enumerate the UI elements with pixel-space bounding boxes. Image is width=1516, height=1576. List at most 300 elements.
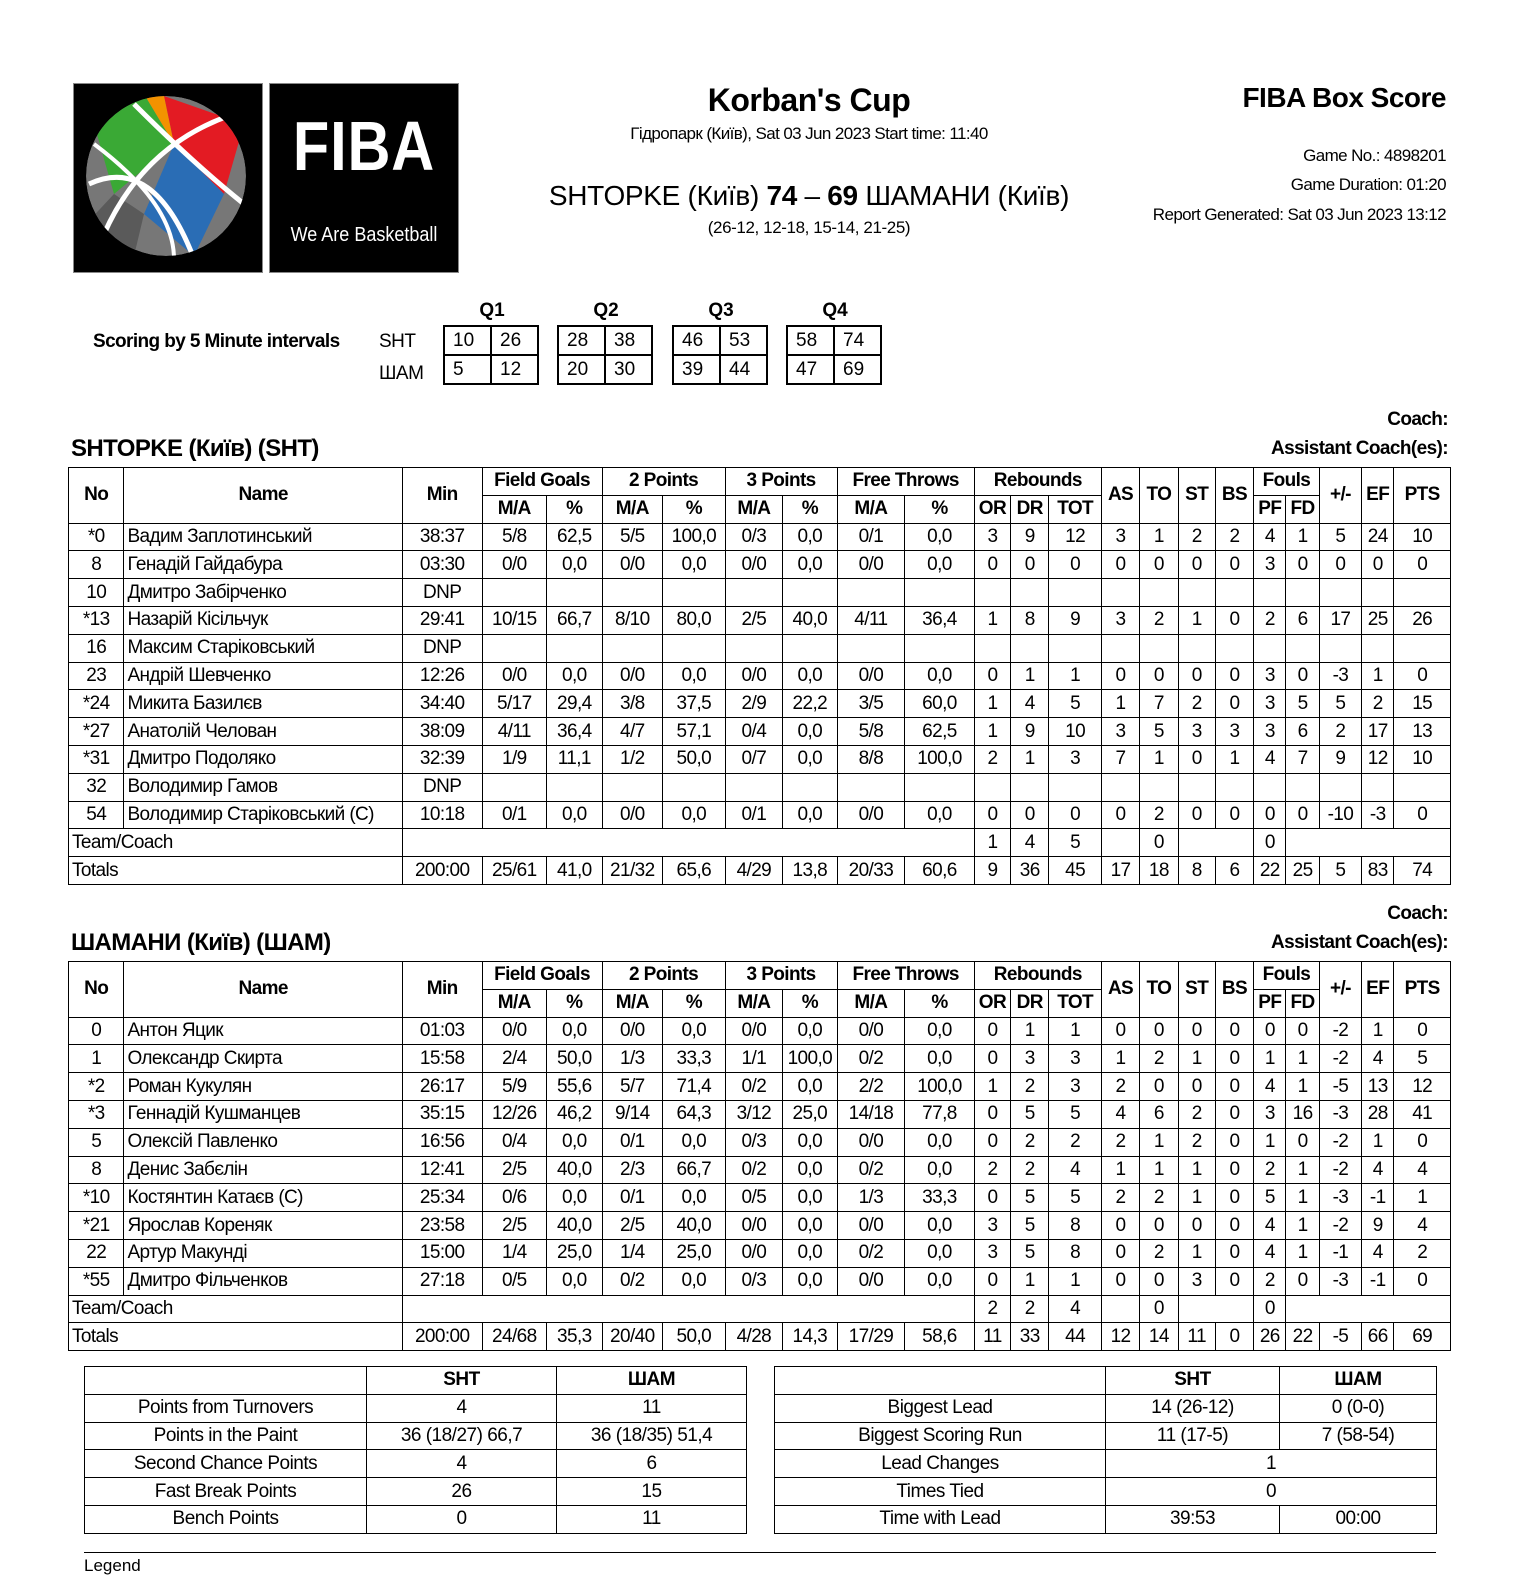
stat-cell: 4/11 (482, 718, 547, 746)
summary-team-col: SHT (1106, 1367, 1280, 1395)
summary-header-row (85, 1367, 747, 1395)
stat-cell: 16:56 (402, 1128, 482, 1156)
stat-cell: 32:39 (402, 745, 482, 773)
fiba-tagline: We Are Basketball (290, 224, 438, 246)
player-row (69, 1239, 1451, 1267)
col-percent: % (547, 495, 602, 523)
team-coach-row (69, 829, 1451, 857)
interval-score: 12 (491, 355, 538, 384)
stat-cell: 0/0 (602, 1017, 663, 1045)
stat-cell: 0 (974, 801, 1010, 829)
stat-cell: 0 (1394, 551, 1451, 579)
total-cell: 200:00 (402, 857, 482, 885)
stat-cell: 55,6 (547, 1073, 602, 1101)
player-number: 5 (69, 1128, 124, 1156)
stat-cell: 1 (1178, 1156, 1215, 1184)
stat-cell: 0 (1178, 551, 1215, 579)
player-row (69, 690, 1451, 718)
stat-cell: 66,7 (663, 1156, 726, 1184)
stat-cell: 0,0 (547, 662, 602, 690)
col-fd: FD (1286, 495, 1319, 523)
summary-value: 26 (367, 1478, 557, 1506)
col-or: OR (974, 989, 1010, 1017)
summary-value: 11 (17-5) (1106, 1422, 1280, 1450)
stat-cell: 7 (1140, 690, 1178, 718)
col-rebounds: Rebounds (974, 962, 1101, 990)
stat-cell: 27:18 (402, 1267, 482, 1295)
col-dr: DR (1011, 495, 1049, 523)
stat-cell: 41 (1394, 1100, 1451, 1128)
stat-cell: 0 (1215, 1267, 1253, 1295)
stat-cell: 1 (1140, 1156, 1178, 1184)
player-number: 10 (69, 579, 124, 607)
stat-cell (1140, 773, 1178, 801)
stat-cell: 4 (1254, 523, 1286, 551)
col-plus-minus: +/- (1319, 468, 1361, 524)
summary-label: Points from Turnovers (85, 1394, 367, 1422)
stat-cell: 5/8 (837, 718, 905, 746)
stat-cell: 3 (1101, 523, 1139, 551)
col-free-throws: Free Throws (837, 962, 974, 990)
stat-cell (905, 773, 975, 801)
summary-team-col: SHT (367, 1367, 557, 1395)
interval-team-abbr: SHT (379, 331, 416, 352)
game-number: Game No.: 4898201 (1303, 146, 1446, 165)
quarter-label: Q3 (708, 300, 734, 321)
team-pf: 0 (1254, 829, 1286, 857)
stat-cell: 0/1 (602, 1184, 663, 1212)
stat-cell: 60,0 (905, 690, 975, 718)
interval-row (558, 326, 652, 355)
player-number: *10 (69, 1184, 124, 1212)
stat-cell: 38:37 (402, 523, 482, 551)
stat-cell: 0 (1101, 1017, 1139, 1045)
player-number: 8 (69, 551, 124, 579)
stat-cell: 1/2 (602, 745, 663, 773)
interval-row (444, 326, 538, 355)
stat-cell: 0 (1178, 1017, 1215, 1045)
total-cell: 200:00 (402, 1323, 482, 1351)
stat-cell: 0 (1286, 801, 1319, 829)
col-min: Min (402, 468, 482, 524)
stat-cell: 0 (1394, 1017, 1451, 1045)
stat-cell: 0,0 (663, 1267, 726, 1295)
stat-cell: 0 (1140, 1267, 1178, 1295)
total-cell: 22 (1286, 1323, 1319, 1351)
stat-cell: 0 (1178, 801, 1215, 829)
blank-cell (85, 1367, 367, 1395)
game-duration: Game Duration: 01:20 (1290, 175, 1446, 194)
stat-cell: 0 (974, 1128, 1010, 1156)
total-cell: 17 (1101, 857, 1139, 885)
team-dr: 4 (1011, 829, 1049, 857)
stat-cell: 0/1 (602, 1128, 663, 1156)
stat-cell: 2 (1140, 606, 1178, 634)
total-cell: 9 (974, 857, 1010, 885)
stat-cell (547, 773, 602, 801)
player-row (69, 801, 1451, 829)
stat-cell: 0,0 (905, 1239, 975, 1267)
col-field-goals: Field Goals (482, 962, 602, 990)
player-number: *24 (69, 690, 124, 718)
blank-cell (402, 829, 974, 857)
stat-cell: 0/2 (602, 1267, 663, 1295)
stat-cell: 3/12 (725, 1100, 782, 1128)
stat-cell: 0,0 (905, 801, 975, 829)
stat-cell: 0,0 (905, 1156, 975, 1184)
stat-cell (783, 634, 837, 662)
stat-cell (1215, 773, 1253, 801)
stat-cell: 0 (1215, 1100, 1253, 1128)
stat-cell: 17 (1362, 718, 1394, 746)
blank-cell (1286, 829, 1451, 857)
col-pf: PF (1254, 989, 1286, 1017)
stat-cell: 2 (1178, 1100, 1215, 1128)
col-st: ST (1178, 962, 1215, 1018)
stat-cell: 2 (1178, 523, 1215, 551)
stat-cell: 28 (1362, 1100, 1394, 1128)
interval-score: 38 (605, 326, 652, 355)
team-name: ШАМАНИ (Київ) (ШАМ) (71, 929, 331, 956)
total-cell: 25 (1286, 857, 1319, 885)
stat-cell: 15 (1394, 690, 1451, 718)
stat-cell: 12:41 (402, 1156, 482, 1184)
stat-cell: 0,0 (783, 801, 837, 829)
stat-cell: 1/1 (725, 1045, 782, 1073)
col-pts: PTS (1394, 468, 1451, 524)
stat-cell (725, 634, 782, 662)
stat-cell: 2 (1011, 1156, 1049, 1184)
stat-cell: 0 (1101, 1212, 1139, 1240)
stat-cell: 4/7 (602, 718, 663, 746)
stat-cell: 0/2 (837, 1156, 905, 1184)
stat-cell: 3 (1254, 551, 1286, 579)
stat-cell: 40,0 (547, 1212, 602, 1240)
stat-cell: 7 (1101, 745, 1139, 773)
stat-cell (1286, 773, 1319, 801)
stat-cell: 0,0 (905, 1212, 975, 1240)
interval-score: 28 (558, 326, 605, 355)
team-tot: 4 (1049, 1295, 1101, 1323)
stat-cell: 100,0 (783, 1045, 837, 1073)
stat-cell: 4 (1254, 1073, 1286, 1101)
stat-cell: 17 (1319, 606, 1361, 634)
stat-cell: 13 (1394, 718, 1451, 746)
stat-cell: -2 (1319, 1212, 1361, 1240)
stat-cell: 0 (1215, 1128, 1253, 1156)
summary-row (775, 1394, 1437, 1422)
interval-team-abbr: ШАМ (379, 363, 424, 384)
stat-cell: 1 (1178, 1045, 1215, 1073)
stat-cell: 3 (1049, 745, 1101, 773)
stat-cell (1319, 773, 1361, 801)
stat-cell: 10:18 (402, 801, 482, 829)
stat-cell: 5 (1319, 523, 1361, 551)
stat-cell: 0 (974, 1017, 1010, 1045)
fiba-wordmark: FIBA (292, 107, 436, 185)
game-flow-table (774, 1366, 1437, 1534)
stat-cell: 1 (1011, 1017, 1049, 1045)
stat-cell: 9 (1362, 1212, 1394, 1240)
col-percent: % (663, 495, 726, 523)
col-2-points: 2 Points (602, 962, 725, 990)
player-number: 54 (69, 801, 124, 829)
quarter-label: Q1 (479, 300, 505, 321)
stat-cell: 1 (1254, 1045, 1286, 1073)
col-fd: FD (1286, 989, 1319, 1017)
stat-cell: 2 (1394, 1239, 1451, 1267)
summary-value: 7 (58-54) (1280, 1422, 1437, 1450)
team-to: 0 (1140, 829, 1178, 857)
stat-cell (1254, 634, 1286, 662)
stat-cell: 0,0 (547, 1184, 602, 1212)
home-team: SHTOPKE (Київ) (548, 180, 759, 211)
stat-cell: 4 (1394, 1212, 1451, 1240)
interval-score: 44 (720, 355, 767, 384)
stat-cell: 0/0 (602, 801, 663, 829)
stat-cell: 1 (1101, 1156, 1139, 1184)
player-row (69, 1156, 1451, 1184)
intervals-label: Scoring by 5 Minute intervals (93, 331, 340, 352)
stat-cell: -3 (1319, 1184, 1361, 1212)
stat-cell: 0 (974, 662, 1010, 690)
interval-score: 47 (787, 355, 834, 384)
col-tot: TOT (1049, 495, 1101, 523)
stat-cell: 0/0 (837, 662, 905, 690)
stat-cell: 0,0 (783, 1212, 837, 1240)
stat-cell: 1 (974, 718, 1010, 746)
col-percent: % (905, 989, 975, 1017)
total-cell: 17/29 (837, 1323, 905, 1351)
stat-cell (1140, 634, 1178, 662)
stat-cell: 29:41 (402, 606, 482, 634)
total-cell: 8 (1178, 857, 1215, 885)
stat-cell: 1 (1286, 1073, 1319, 1101)
stat-cell (725, 579, 782, 607)
player-number: 32 (69, 773, 124, 801)
summary-value: 11 (557, 1505, 747, 1533)
stat-cell: 0,0 (547, 551, 602, 579)
stat-cell: 2 (1101, 1184, 1139, 1212)
stat-cell: 0 (1011, 551, 1049, 579)
stat-cell: 57,1 (663, 718, 726, 746)
total-cell: 24/68 (482, 1323, 547, 1351)
player-name: Вадим Заплотинський (124, 523, 402, 551)
total-cell: 65,6 (663, 857, 726, 885)
total-cell: 11 (974, 1323, 1010, 1351)
total-cell: 21/32 (602, 857, 663, 885)
player-number: *55 (69, 1267, 124, 1295)
stat-cell: 62,5 (905, 718, 975, 746)
stat-cell: 3 (1178, 1267, 1215, 1295)
total-cell: 14 (1140, 1323, 1178, 1351)
quarter-label: Q2 (593, 300, 619, 321)
summary-label: Biggest Scoring Run (775, 1422, 1106, 1450)
stat-cell: 03:30 (402, 551, 482, 579)
player-number: 8 (69, 1156, 124, 1184)
stat-cell: 3 (1254, 690, 1286, 718)
fiba-logo (269, 83, 459, 273)
stat-cell: 6 (1286, 606, 1319, 634)
interval-box (786, 325, 882, 385)
player-name: Олександр Скирта (124, 1045, 402, 1073)
basketball-icon (74, 84, 262, 272)
stat-cell: 1 (1178, 1184, 1215, 1212)
col-to: TO (1140, 468, 1178, 524)
stat-cell: 0 (1215, 1212, 1253, 1240)
col-3-points: 3 Points (725, 962, 837, 990)
stat-cell (1049, 579, 1101, 607)
stat-cell: 0/1 (837, 523, 905, 551)
interval-row (444, 355, 538, 384)
player-number: *0 (69, 523, 124, 551)
stat-cell: 8 (1049, 1212, 1101, 1240)
player-row (69, 1100, 1451, 1128)
stat-cell: 0 (1140, 662, 1178, 690)
stat-cell: 38:09 (402, 718, 482, 746)
summary-team-col: ШАМ (557, 1367, 747, 1395)
summary-value: 36 (18/35) 51,4 (557, 1422, 747, 1450)
col-pts: PTS (1394, 962, 1451, 1018)
team-coach-label: Team/Coach (69, 1295, 403, 1323)
player-number: *27 (69, 718, 124, 746)
stat-cell: -2 (1319, 1017, 1361, 1045)
player-number: 22 (69, 1239, 124, 1267)
summary-value: 15 (557, 1478, 747, 1506)
stat-cell (974, 634, 1010, 662)
stat-cell (783, 773, 837, 801)
col-tot: TOT (1049, 989, 1101, 1017)
stat-cell: 1 (974, 690, 1010, 718)
stat-cell: 1/4 (482, 1239, 547, 1267)
stat-cell: 0,0 (663, 1128, 726, 1156)
stat-cell (1394, 634, 1451, 662)
stat-cell: -3 (1362, 801, 1394, 829)
col-name: Name (124, 468, 402, 524)
stat-cell: 0,0 (547, 1017, 602, 1045)
quarter-scores: (26-12, 12-18, 15-14, 21-25) (707, 218, 911, 237)
stat-cell: 2 (1178, 1128, 1215, 1156)
stat-cell (1178, 579, 1215, 607)
summary-row (85, 1478, 747, 1506)
team-name: SHTOPKE (Київ) (SHT) (71, 435, 319, 462)
stat-cell: 5 (1286, 690, 1319, 718)
col-dr: DR (1011, 989, 1049, 1017)
player-row (69, 718, 1451, 746)
coach-label: Coach: (1387, 409, 1448, 430)
stat-cell: 40,0 (663, 1212, 726, 1240)
player-name: Артур Макунді (124, 1239, 402, 1267)
stat-cell: 71,4 (663, 1073, 726, 1101)
stat-cell: 36,4 (547, 718, 602, 746)
stat-cell (1101, 579, 1139, 607)
stat-cell: 01:03 (402, 1017, 482, 1045)
stat-cell: 5 (1254, 1184, 1286, 1212)
stat-cell: 2 (1140, 1239, 1178, 1267)
venue-line: Гідропарк (Київ), Sat 03 Jun 2023 Start time: 11:40 (630, 124, 988, 143)
stat-cell: -10 (1319, 801, 1361, 829)
stat-cell: 0,0 (783, 1239, 837, 1267)
total-cell: 12 (1101, 1323, 1139, 1351)
stat-cell: 0 (1101, 551, 1139, 579)
interval-score: 39 (673, 355, 720, 384)
total-cell: 14,3 (783, 1323, 837, 1351)
player-name: Максим Старіковський (124, 634, 402, 662)
stat-cell: 2 (1049, 1128, 1101, 1156)
stat-cell: 0 (1286, 1128, 1319, 1156)
stat-cell: 0/3 (725, 523, 782, 551)
stat-cell: 1 (1362, 662, 1394, 690)
stat-cell (974, 773, 1010, 801)
stat-cell: 46,2 (547, 1100, 602, 1128)
stat-cell: 40,0 (783, 606, 837, 634)
stat-cell: 0 (974, 1184, 1010, 1212)
col-made-attempted: M/A (602, 495, 663, 523)
stat-cell: 0/0 (837, 1267, 905, 1295)
stat-cell: 2 (1011, 1073, 1049, 1101)
col-free-throws: Free Throws (837, 468, 974, 496)
stat-cell (1286, 579, 1319, 607)
stat-cell: 2 (974, 1156, 1010, 1184)
stat-cell: 0 (1215, 606, 1253, 634)
total-cell: 35,3 (547, 1323, 602, 1351)
col-no: No (69, 962, 124, 1018)
stat-cell: 3 (1254, 662, 1286, 690)
stat-cell: 100,0 (905, 745, 975, 773)
stat-cell: 1 (1178, 1239, 1215, 1267)
stat-cell: 2/5 (725, 606, 782, 634)
stat-cell: 0 (1215, 551, 1253, 579)
stat-cell (663, 634, 726, 662)
summary-row (85, 1450, 747, 1478)
summary-value: 6 (557, 1450, 747, 1478)
stat-cell: -5 (1319, 1073, 1361, 1101)
stat-cell: 5/5 (602, 523, 663, 551)
summary-label: Lead Changes (775, 1450, 1106, 1478)
stat-cell (1011, 634, 1049, 662)
stat-cell: 9 (1319, 745, 1361, 773)
interval-score: 10 (444, 326, 491, 355)
blank-cell (1178, 1295, 1254, 1323)
stat-cell: 1/3 (837, 1184, 905, 1212)
stat-cell: 0 (1140, 1073, 1178, 1101)
stat-cell: 0 (1394, 662, 1451, 690)
stat-cell: 0/0 (837, 801, 905, 829)
stat-cell: 0,0 (663, 1017, 726, 1045)
stat-cell: 0,0 (905, 662, 975, 690)
summary-row (85, 1505, 747, 1533)
stat-cell: 5 (1011, 1239, 1049, 1267)
stat-cell: 2/5 (602, 1212, 663, 1240)
stat-cell (1319, 579, 1361, 607)
stat-cell: 5 (1011, 1212, 1049, 1240)
col-as: AS (1101, 962, 1139, 1018)
col-min: Min (402, 962, 482, 1018)
player-name: Володимир Гамов (124, 773, 402, 801)
stat-cell (1101, 773, 1139, 801)
stat-cell: 0 (1178, 1073, 1215, 1101)
stat-cell: 1 (1011, 1267, 1049, 1295)
stat-cell: 0,0 (783, 1156, 837, 1184)
assistant-coach-label: Assistant Coach(es): (1271, 438, 1448, 459)
stat-cell: 9 (1011, 718, 1049, 746)
stat-cell: 0/0 (837, 1017, 905, 1045)
player-number: *13 (69, 606, 124, 634)
stat-cell: 4 (1101, 1100, 1139, 1128)
stat-cell: 64,3 (663, 1100, 726, 1128)
stat-cell: 12 (1362, 745, 1394, 773)
blank-cell (402, 1295, 974, 1323)
